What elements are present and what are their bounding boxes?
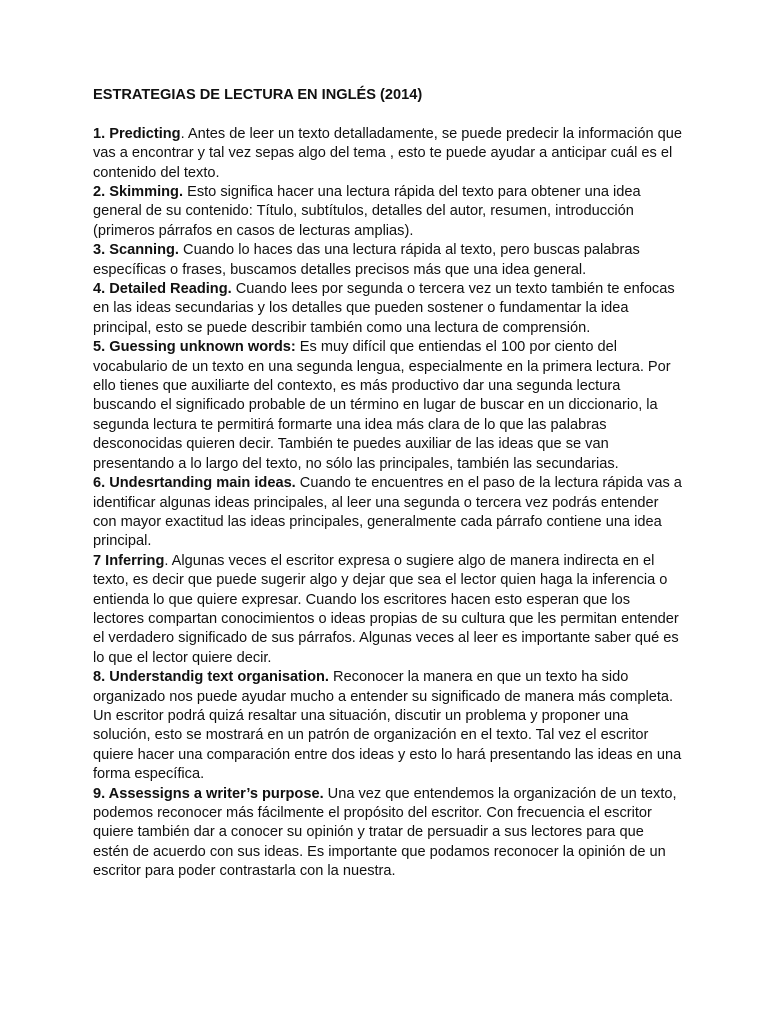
strategy-text: Cuando lo haces das una lectura rápida al texto, pero buscas palabras específicas o frases, buscamos detalles precisos más que una idea general. <box>93 242 640 278</box>
strategy-item-inferring <box>93 552 683 668</box>
document-title: ESTRATEGIAS DE LECTURA EN INGLÉS (2014) <box>93 87 423 103</box>
strategy-text: . Algunas veces el escritor expresa o sugiere algo de manera indirecta en el texto, es decir que puede sugerir algo y dejar que sea el lector quien haga la inferencia o entienda lo que quiere expresar. Cuando los escritores hacen esto esperan que los lectores compartan conocimientos o ideas propias de su cultura que les permitan entender el verdadero significado de sus párrafos. Algunas veces al leer es importante saber qué es lo que el lector quiere decir. <box>93 552 679 666</box>
strategy-text: Cuando te encuentres en el paso de la lectura rápida vas a identificar algunas ideas principales, al leer una segunda o tercera vez podrás entender con mayor exactitud las ideas principales, generalmente cada párrafo contiene una idea principal. <box>93 475 682 550</box>
strategy-title: 9. Assessigns a writer’s purpose. <box>93 785 324 802</box>
strategy-text: Es muy difícil que entiendas el 100 por ciento del vocabulario de un texto en una segunda lengua, especialmente en la primera lectura. Por ello tienes que auxiliarte del contexto, es más productivo dar una segunda lectura buscando el significado probable de un término en lugar de buscar en un diccionario, la segunda lectura te permitirá formarte una idea más clara de lo que las palabras desconocidas quieren decir. También te puedes auxiliar de las ideas que se van presentando a lo largo del texto, no sólo las principales, también las secundarias. <box>93 339 671 472</box>
strategy-text: Reconocer la manera en que un texto ha sido organizado nos puede ayudar mucho a entender su significado de manera más completa. Un escritor podrá quizá resaltar una situación, discutir un problema y proponer una solución, esto se mostrará en un patrón de organización en el texto. Tal vez el escritor quiere hacer una comparación entre dos ideas y esto lo hará presentando las ideas en una forma específica. <box>93 669 682 783</box>
strategy-item-guessing-unknown-words <box>93 338 683 474</box>
strategy-item-understanding-main-ideas <box>93 474 683 552</box>
strategy-title: 8. Understandig text organisation. <box>93 669 329 686</box>
strategy-text: Esto significa hacer una lectura rápida del texto para obtener una idea general de su contenido: Título, subtítulos, detalles del autor, resumen, introducción (primeros párrafos en casos de lecturas amplias). <box>93 184 641 239</box>
strategy-item-text-organisation <box>93 668 683 784</box>
strategy-title: 2. Skimming. <box>93 184 184 201</box>
strategy-text: . Antes de leer un texto detalladamente, se puede predecir la información que vas a encontrar y tal vez sepas algo del tema , esto te puede ayudar a anticipar cuál es el contenido del texto. <box>93 125 682 181</box>
strategy-item-detailed-reading <box>93 280 683 338</box>
strategy-item-skimming <box>93 183 683 241</box>
strategy-title: 6. Undesrtanding main ideas. <box>93 475 296 492</box>
strategy-item-writers-purpose <box>93 785 683 882</box>
strategy-title: 7 Inferring <box>93 552 165 569</box>
document-page <box>93 86 683 882</box>
strategy-title: 5. Guessing unknown words: <box>93 339 296 356</box>
strategy-title: 4. Detailed Reading. <box>93 281 232 298</box>
strategy-text: Una vez que entendemos la organización de un texto, podemos reconocer más fácilmente el propósito del escritor. Con frecuencia el escritor quiere también dar a conocer su opinión y tratar de persuadir a sus lectores para que estén de acuerdo con sus ideas. Es importante que podamos reconocer la opinión de un escritor para poder contrastarla con la nuestra. <box>93 785 677 880</box>
strategy-title: 3. Scanning. <box>93 242 179 259</box>
strategy-text: Cuando lees por segunda o tercera vez un texto también te enfocas en las ideas secundarias y los detalles que pueden sostener o fundamentar la idea principal, esto se puede describir también como una lectura de comprensión. <box>93 281 675 336</box>
strategy-item-predicting <box>93 125 683 183</box>
strategy-title: 1. Predicting <box>93 125 181 142</box>
strategy-item-scanning <box>93 241 683 280</box>
